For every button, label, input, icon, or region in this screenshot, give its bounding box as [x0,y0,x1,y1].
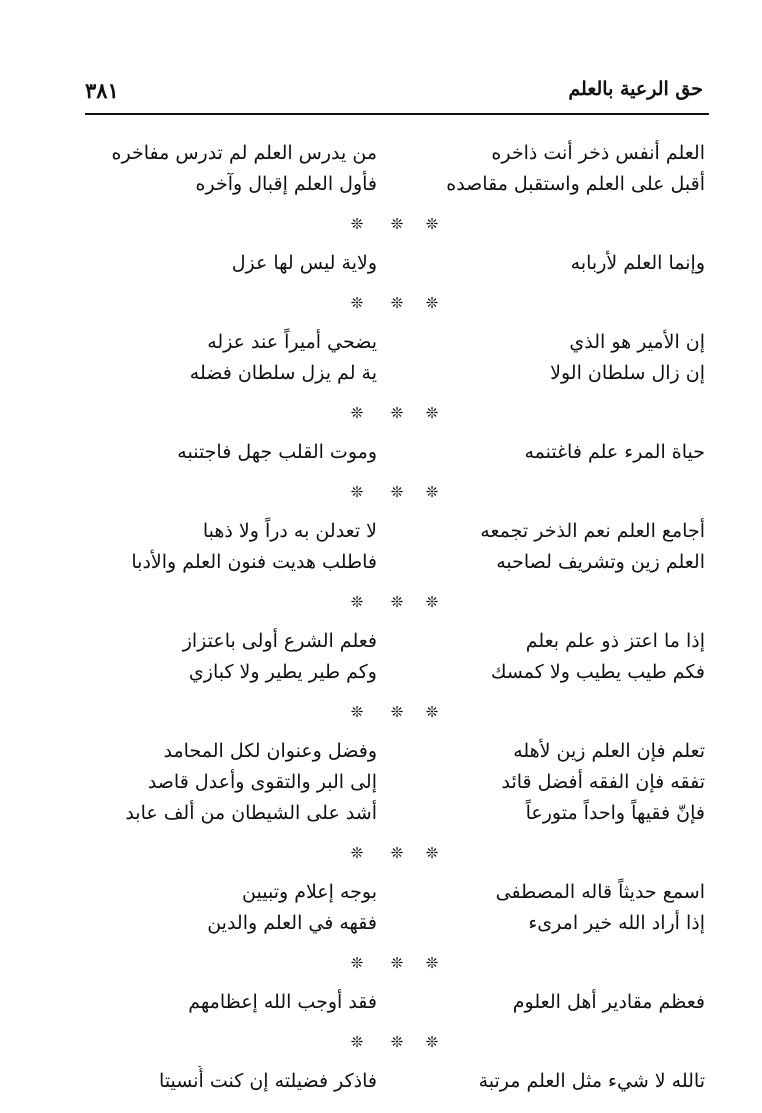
verse-second-half: ولاية ليس لها عزل [231,252,377,274]
verse-line [85,1066,709,1097]
verse-line [85,877,709,908]
star-ornament-icon: ❊ [350,483,364,501]
verse-line [85,908,709,939]
verse-second-half: فأول العلم إقبال وآخره [195,173,377,195]
star-ornament-icon: ❊ [425,593,439,611]
star-ornament-icon: ❊ [390,294,404,312]
star-ornament-icon: ❊ [350,593,364,611]
stanza-separator [85,1018,709,1066]
star-ornament-icon: ❊ [425,844,439,862]
verse-line [85,657,709,688]
verse-second-half: فعلم الشرع أولى باعتزاز [182,630,377,652]
star-ornament-icon: ❊ [390,404,404,422]
star-ornament-icon: ❊ [350,844,364,862]
verse-line [85,516,709,547]
verse-line [85,358,709,389]
verse-first-half: العلم أنفس ذخر أنت ذاخره [491,142,705,164]
verse-first-half: إذا أراد الله خير امرىء [528,912,705,934]
star-ornament-icon: ❊ [425,294,439,312]
verse-first-half: العلم زين وتشريف لصاحبه [496,551,705,573]
stanza-separator [85,829,709,877]
verse-second-half: من يدرس العلم لم تدرس مفاخره [111,142,377,164]
star-ornament-icon: ❊ [425,215,439,233]
verse-first-half: أقبل على العلم واستقبل مقاصده [446,173,705,195]
verse-line [85,767,709,798]
header-divider [85,113,709,115]
stanza-separator [85,200,709,248]
verse-second-half: وفضل وعنوان لكل المحامد [163,740,377,762]
star-ornament-icon: ❊ [390,593,404,611]
star-ornament-icon: ❊ [390,483,404,501]
verse-first-half: إن الأمير هو الذي [569,331,705,353]
verse-second-half: بوجه إعلام وتبيين [242,881,377,903]
star-ornament-icon: ❊ [390,1033,404,1051]
star-ornament-icon: ❊ [390,703,404,721]
star-ornament-icon: ❊ [390,844,404,862]
verse-second-half: أشد على الشيطان من ألف عابد [125,802,377,824]
verse-second-half: يضحي أميراً عند عزله [207,331,377,353]
verse-line [85,987,709,1018]
star-ornament-icon: ❊ [350,954,364,972]
page-number: ٣٨١ [85,78,119,103]
verse-first-half: فكم طيب يطيب ولا كمسك [490,661,705,683]
verse-second-half: لا تعدلن به دراً ولا ذهبا [202,520,377,542]
verse-second-half: فاذكر فضيلته إن كنت أُنسيتا [159,1070,377,1092]
verse-second-half: فاطلب هديت فنون العلم والأدبا [131,551,377,573]
star-ornament-icon: ❊ [390,215,404,233]
verse-second-half: فقهه في العلم والدين [207,912,377,934]
verse-first-half: تعلم فإن العلم زين لأهله [513,740,705,762]
verse-first-half: فعظم مقادير أهل العلوم [512,991,705,1013]
verse-first-half: حياة المرء علم فاغتنمه [524,441,705,463]
verse-second-half: وموت القلب جهل فاجتنبه [177,441,377,463]
stanza-separator [85,578,709,626]
page-header [85,72,709,112]
star-ornament-icon: ❊ [425,1033,439,1051]
star-ornament-icon: ❊ [425,404,439,422]
verse-first-half: تفقه فإن الفقه أفضل قائد [501,771,705,793]
stanza-separator [85,389,709,437]
verse-line [85,547,709,578]
verse-first-half: أجامع العلم نعم الذخر تجمعه [480,520,705,542]
verse-first-half: اسمع حديثاً قاله المصطفى [495,881,705,903]
verse-first-half: إذا ما اعتز ذو علم بعلم [525,630,705,652]
verse-line [85,248,709,279]
star-ornament-icon: ❊ [425,703,439,721]
verse-line [85,437,709,468]
running-title: حق الرعية بالعلم [568,78,703,100]
stanza-separator [85,688,709,736]
star-ornament-icon: ❊ [350,294,364,312]
verse-line [85,798,709,829]
verse-first-half: فإنّ فقيهاً واحداً متورعاً [525,802,705,824]
star-ornament-icon: ❊ [350,703,364,721]
star-ornament-icon: ❊ [350,404,364,422]
verse-second-half: وكم طير يطير ولا كبازي [188,661,377,683]
stanza-separator [85,279,709,327]
verse-second-half: ية لم يزل سلطان فضله [189,362,377,384]
verse-first-half: تالله لا شيء مثل العلم مرتبة [478,1070,705,1092]
verse-first-half: إن زال سلطان الولا [550,362,705,384]
star-ornament-icon: ❊ [425,483,439,501]
verse-line [85,169,709,200]
star-ornament-icon: ❊ [350,215,364,233]
verse-first-half: وإنما العلم لأربابه [570,252,705,274]
stanza-separator [85,939,709,987]
verse-second-half: إلى البر والتقوى وأعدل قاصد [147,771,377,793]
star-ornament-icon: ❊ [425,954,439,972]
verse-line [85,736,709,767]
verse-line [85,138,709,169]
stanza-separator [85,468,709,516]
verse-line [85,626,709,657]
star-ornament-icon: ❊ [390,954,404,972]
poem-body [85,138,709,1097]
star-ornament-icon: ❊ [350,1033,364,1051]
verse-line [85,327,709,358]
verse-second-half: فقد أوجب الله إعظامهم [188,991,377,1013]
